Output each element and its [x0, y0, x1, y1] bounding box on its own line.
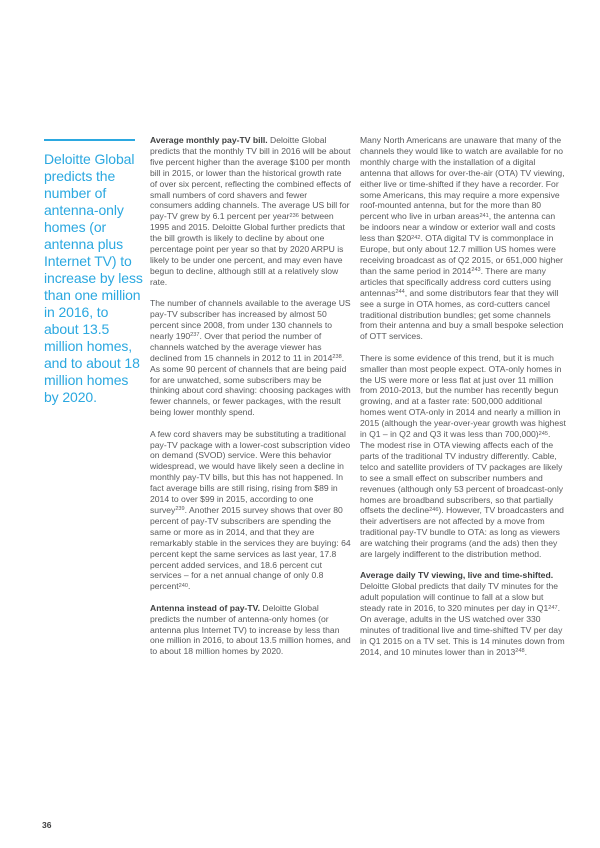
paragraph: The number of channels available to the average US pay-TV subscriber has increased by almost 50 percent since 2008, from under 130 channels to nearly $190^{237}$. Over that period the number of channels watched by the average viewer has declined from 15 channels in 2012 to 11 in 2014$^{238}$. As some 90 percent of channels that are being paid for are unwatched, some subscribers may be thinking about cord shaving: choosing packages with fewer channels, or fewer packages, with the result being lower monthly spend.: [150, 298, 351, 418]
footnote-ref: 238: [332, 354, 342, 361]
paragraph-lead-in: Antenna instead of pay-TV.: [150, 602, 260, 613]
paragraph: Antenna instead of pay-TV. Deloitte Global predicts the number of antenna-only homes (or antenna plus Internet TV) to increase by less than one million in 2016, to about 13.5 million homes, and to about 18 million homes by 2020.: [150, 602, 351, 657]
footnote-ref: 237: [190, 332, 200, 339]
paragraph: Many North Americans are unaware that many of the channels they would like to watch are available for no monthly charge with the installation of a digital antenna that allows for over-the-air (OTA) TV viewing, either live or time-shifted if they have a recorder. For some Americans, this may require a more expensive roof-mounted antenna, but for the more than 80 percent who live in urban areas$^{241}$, the antenna can be indoors near a window or exterior wall and costs less than $\$20^{242}$. OTA digital TV is commonplace in Europe, but only about 12.7 million US homes were receiving broadcast as of Q2 2015, or 651,000 higher than the same period in 2014$^{243}$. There are many articles that specifically address cord cutters using antennas$^{244}$, and some distributors fear that they will see a surge in OTA homes, as cord-cutters cancel traditional distribution bundles; get some channels from their antenna and buy a small bespoke selection of OTT services.: [360, 135, 565, 342]
paragraph: There is some evidence of this trend, but it is much smaller than most people expect. OTA-only homes in the US were more or less flat at just over 11 million from 2010-2013, but the number has recently begun growing, and at a faster rate: 500,000 additional homes went OTA-only in 2014 and nearly a million in 2015 (although the year-over-year growth was highest in Q1 – in Q2 and Q3 it was less than 700,000)$^{245}$. The modest rise in OTA viewing affects each of the parts of the traditional TV industry differently. Cable, telco and satellite providers of TV packages are likely to see a small effect on subscriber numbers and revenues (although only 53 percent of broadcast-only homes are broadband subscribers, so that partially offsets the decline$^{246}$). However, TV broadcasters and their advertisers are not affected by a move from traditional pay-TV bundle to OTA: as long as viewers are watching their programs (and the ads) then they are largely indifferent to the distribution method.: [360, 352, 566, 560]
footnote-ref: 244: [395, 289, 405, 296]
body-column-2: [360, 135, 566, 668]
footnote-ref: 245: [538, 430, 549, 437]
footnote-ref: 243: [471, 267, 481, 274]
paragraph: Average monthly pay-TV bill. Deloitte Global predicts that the monthly TV bill in 2016 will be about five percent higher than the average $100 per month bill in 2015, or lower than the historical growth rate of over six percent, reflecting the combined effects of small numbers of cord shavers and fewer consumers adding channels. The average US bill for pay-TV grew by 6.1 percent per year$^{236}$ between 1995 and 2015. Deloitte Global further predicts that the bill growth is likely to decline by about one percentage point per year so that by 2020 ARPU is likely to be under one percent, and may even have begun to decline, although still at a relatively slow rate.: [150, 135, 351, 287]
footnote-ref: 242: [411, 234, 421, 241]
footnote-ref: 247: [548, 604, 558, 611]
footnote-ref: 239: [175, 506, 185, 513]
footnote-ref: 246: [429, 506, 439, 513]
page-number: 36: [42, 820, 52, 830]
paragraph: A few cord shavers may be substituting a traditional pay-TV package with a lower-cost subscription video on demand (SVOD) service. Were this behavior widespread, we would have likely seen a decline in monthly pay-TV bills, but this has not happened. In fact average bills are still rising, rising from $89 in 2014 to over $99 in 2015, according to one survey$^{239}$. Another 2015 survey shows that over 80 percent of pay-TV subscribers are spending the same or more as in 2014, and that they are remarkably stable in the services they are buying: 64 percent kept the same services as last year, 17.8 percent added services, and 18.6 percent cut services – for a net annual change of only 0.8 percent$^{240}$.: [150, 428, 351, 592]
paragraph-lead-in: Average daily TV viewing, live and time-shifted.: [360, 570, 554, 581]
pullquote-sidebar: [44, 139, 146, 406]
footnote-ref: 248: [515, 648, 525, 655]
accent-rule: [44, 139, 135, 141]
body-column-1: [150, 135, 351, 668]
footnote-ref: 236: [289, 212, 299, 219]
paragraph-lead-in: Average monthly pay-TV bill.: [150, 135, 268, 145]
pullquote-text: Deloitte Global predicts the number of antenna-only homes (or antenna plus Internet TV) to increase by less than one million in 2016, to about 13.5 million homes, and to about 18 million homes by 2020.: [44, 151, 143, 405]
paragraph: Average daily TV viewing, live and time-shifted. Deloitte Global predicts that daily TV minutes for the adult population will continue to fall at a slow but steady rate in 2016, to 320 minutes per day in $Q1^{247}$. On average, adults in the US watched over 330 minutes of traditional live and time-shifted TV per day in Q1 2015 on a TV set. This is 14 minutes down from 2014, and 10 minutes lower than in 2013$^{248}$.: [360, 570, 565, 657]
footnote-ref: 240: [178, 582, 189, 589]
footnote-ref: 241: [479, 212, 489, 219]
